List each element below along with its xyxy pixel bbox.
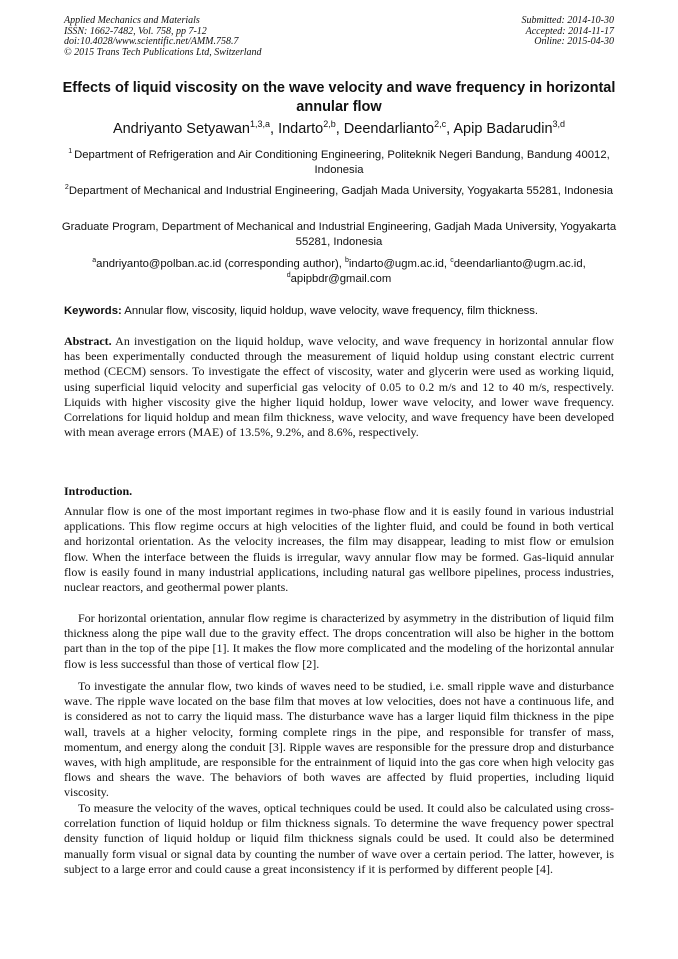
- affiliation-sup: 1: [68, 148, 75, 155]
- affiliation-text: Graduate Program, Department of Mechanical and Industrial Engineering, Gadjah Mada University, Yogyakarta 55281, Indonesia: [61, 221, 617, 248]
- paragraph: Annular flow is one of the most important regimes in two-phase flow and it is easily found in various industrial applications. This flow regime occurs at high velocities of the lighter fluid, and could be found in both vertical and horizontal orientation. As the velocity increases, the film may disappear, leading to mist flow or emulsion flow. When the interface between the fluids is irregular, wavy annular flow may be formed. Gas-liquid annular flow is easily found in many industrial applications, including natural gas wellbore pipelines, process industries, nuclear reactors, and geothermal power plants.: [64, 504, 614, 595]
- abstract: [64, 334, 614, 440]
- author-sep: ,: [335, 121, 344, 137]
- author-name: Andriyanto Setyawan: [112, 121, 250, 137]
- date-accepted: Accepted: 2014-11-17: [525, 25, 614, 37]
- journal-doi: doi:10.4028/www.scientific.net/AMM.758.7: [64, 36, 239, 47]
- date-submitted: Submitted: 2014-10-30: [521, 15, 614, 26]
- author-sup: 2,c: [434, 119, 447, 129]
- email-a: andriyanto@polban.ac.id (corresponding author),: [96, 258, 346, 270]
- author-emails: [56, 257, 622, 287]
- author-sep: ,: [446, 121, 454, 137]
- affiliation-3: [56, 220, 622, 250]
- email-c: deendarlianto@ugm.ac.id,: [453, 258, 586, 270]
- paragraph: To measure the velocity of the waves, optical techniques could be used. It could also be calculated using cross-correlation function of liquid holdup or film thickness signals. To determine the wave frequency power spectral density function of liquid holdup or liquid film thickness signals could be used. It could also be determined manually form visual or signal data by counting the number of wave over a certain period. The latter, however, is subject to a large error and could cause a great inconsistency if it is performed by different people [4].: [64, 801, 614, 876]
- keywords-label: Keywords:: [64, 305, 122, 317]
- email-d: apipbdr@gmail.com: [290, 273, 392, 285]
- keywords-text: Annular flow, viscosity, liquid holdup, wave velocity, wave frequency, film thickness.: [121, 305, 539, 317]
- date-online: Online: 2015-04-30: [534, 36, 614, 47]
- paper-title: Effects of liquid viscosity on the wave velocity and wave frequency in horizontal annular flow: [62, 80, 616, 115]
- introduction-heading: Introduction.: [64, 484, 133, 498]
- email-sup: d: [286, 272, 291, 279]
- journal-issn: ISSN: 1662-7482, Vol. 758, pp 7-12: [64, 25, 207, 37]
- submission-dates: [522, 16, 615, 48]
- abstract-text: An investigation on the liquid holdup, wave velocity, and wave frequency in horizontal annular flow has been experimentally conducted through the measurement of liquid holdup using constant electric current method (CECM) sensors. To investigate the effect of viscosity, water and glycerin were used as working liquid, using superficial liquid velocity and superficial gas velocity of 0.05 to 0.2 m/s and 12 to 40 m/s, respectively. Liquids with higher viscosity give the higher liquid holdup, lower wave velocity, and lower wave frequency. Correlations for liquid holdup and mean film thickness, wave velocity, and wave frequency have been developed with mean average errors (MAE) of 13.5%, 9.2%, and 8.6%, respectively.: [64, 334, 614, 440]
- affiliation-2: [56, 184, 622, 199]
- abstract-label: Abstract.: [64, 334, 112, 348]
- journal-info: [64, 16, 262, 58]
- affiliation-text: Department of Mechanical and Industrial Engineering, Gadjah Mada University, Yogyakarta 55281, Indonesia: [68, 185, 614, 197]
- email-sup: b: [345, 257, 349, 264]
- journal-name: Applied Mechanics and Materials: [64, 15, 200, 26]
- author-name: Indarto: [278, 121, 324, 137]
- affiliation-text: Department of Refrigeration and Air Conditioning Engineering, Politeknik Negeri Bandung, Bandung 40012, Indonesia: [74, 149, 610, 176]
- email-sup: c: [450, 257, 454, 264]
- author-list: [30, 121, 648, 137]
- email-sup: a: [92, 257, 97, 264]
- email-b: indarto@ugm.ac.id,: [348, 258, 451, 270]
- author-sup: 1,3,a: [249, 119, 270, 129]
- author-sup: 2,b: [323, 119, 336, 129]
- journal-copyright: © 2015 Trans Tech Publications Ltd, Switzerland: [64, 46, 262, 58]
- author-name: Apip Badarudin: [453, 121, 553, 137]
- keywords: [64, 305, 624, 317]
- paragraph: For horizontal orientation, annular flow regime is characterized by asymmetry in the distribution of liquid film thickness along the pipe wall due to the gravity effect. The drops concentration will also be higher in the bottom part than in the top of the pipe [1]. It makes the flow more complicated and the modeling of the horizontal annular flow is less successful than those of vertical flow [2].: [64, 611, 614, 671]
- author-sep: ,: [270, 121, 279, 137]
- author-name: Deendarlianto: [343, 121, 435, 137]
- paragraph: To investigate the annular flow, two kinds of waves need to be studied, i.e. small ripple wave and disturbance wave. The ripple wave located on the base film that moves at low velocities, does not have a continuous life, and is considered as not to carry the liquid mass. The disturbance wave has a larger liquid film thickness in the pipe wall, travels at a higher velocity, forming complete rings in the pipe, and responsible for transfer of mass, momentum, and energy along the conduit [3]. Ripple waves are responsible for the pressure drop and disturbance waves, with high amplitude, are responsible for the entrainment of liquid into the gas core when high velocity gas flows and shears the wave. The behaviors of both waves are affected by fluid properties, including liquid viscosity.: [64, 679, 614, 800]
- author-sup: 3,d: [552, 119, 566, 129]
- affiliation-sup: 2: [64, 184, 69, 191]
- affiliation-1: [56, 148, 622, 178]
